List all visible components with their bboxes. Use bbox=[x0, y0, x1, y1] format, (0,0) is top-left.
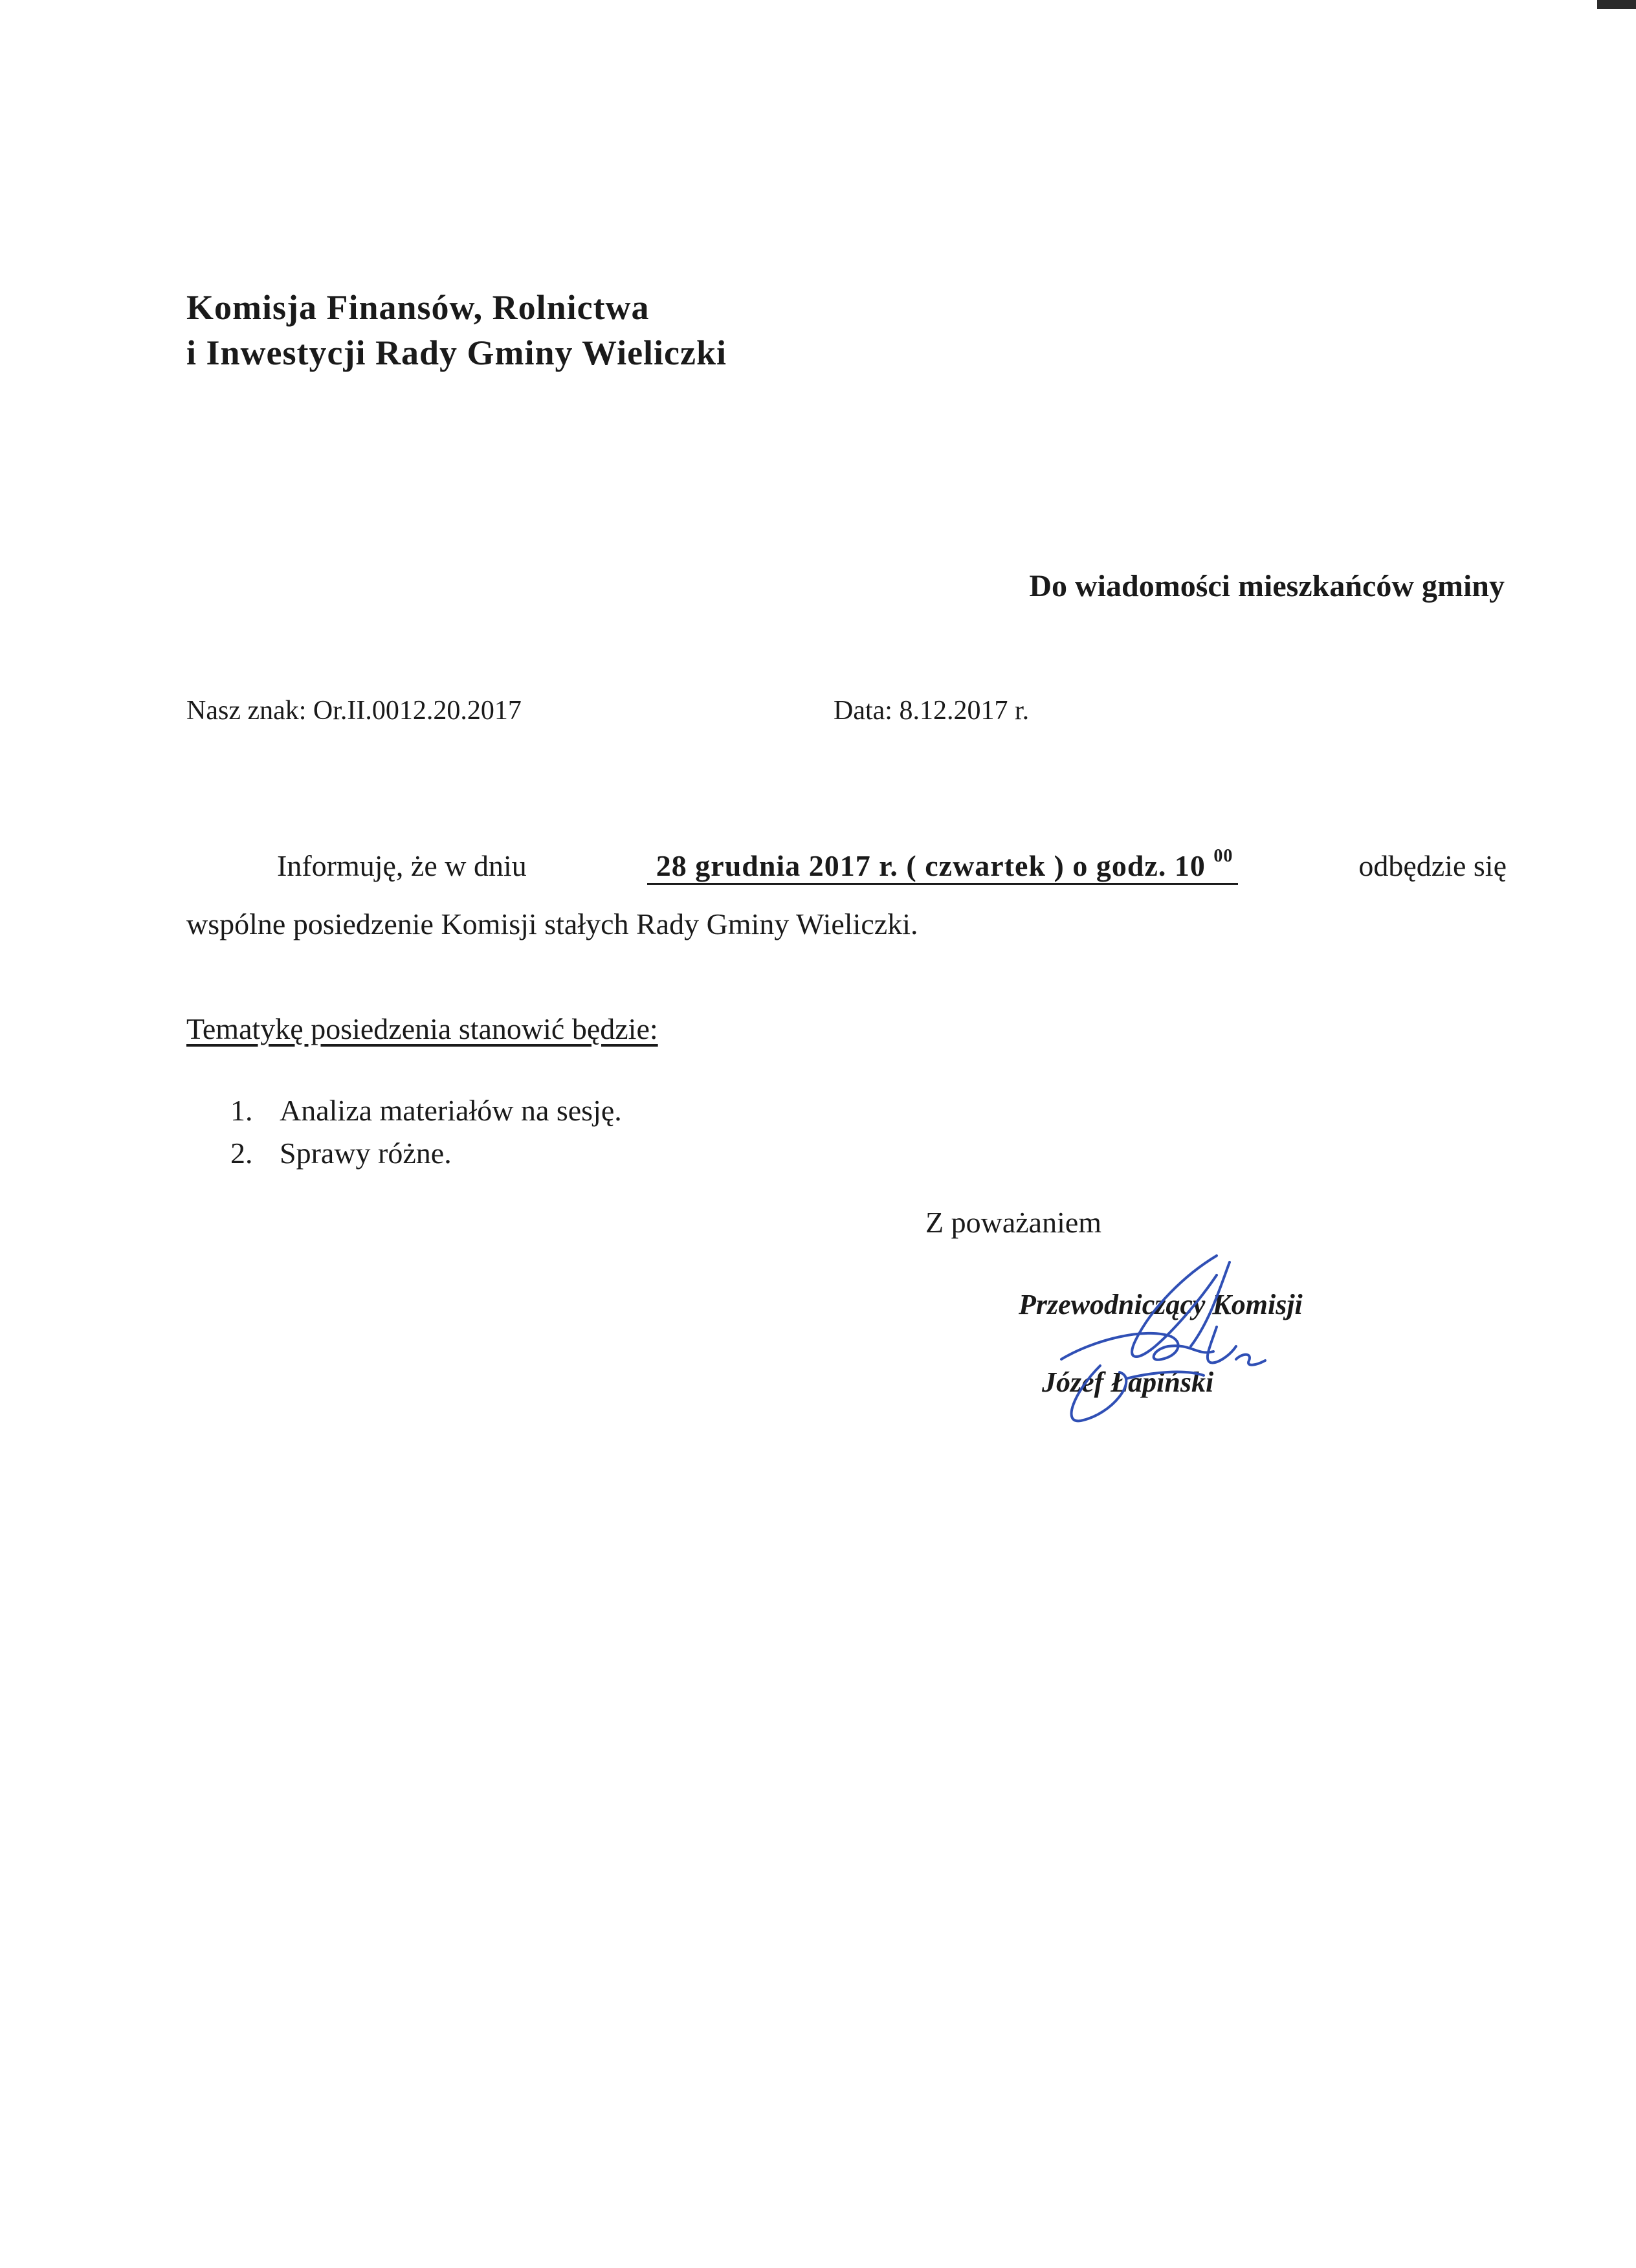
list-item-text: Sprawy różne. bbox=[280, 1137, 452, 1170]
addressee: Do wiadomości mieszkańców gminy bbox=[1029, 569, 1505, 603]
scan-edge-mark bbox=[1597, 0, 1636, 9]
topics-title: Tematykę posiedzenia stanowić będzie: bbox=[186, 1012, 658, 1045]
reference-sign: Nasz znak: Or.II.0012.20.2017 bbox=[186, 696, 522, 726]
document-date: Data: 8.12.2017 r. bbox=[834, 696, 1030, 726]
signatory-title: Przewodniczący Komisji bbox=[1019, 1289, 1303, 1320]
meeting-datetime bbox=[647, 846, 1239, 885]
notice-verb: odbędzie się bbox=[1358, 849, 1507, 882]
notice-paragraph bbox=[186, 837, 1507, 953]
meeting-time-minutes: 00 bbox=[1213, 846, 1233, 866]
closing-greeting: Z poważaniem bbox=[925, 1206, 1102, 1239]
committee-name-line1: Komisja Finansów, Rolnictwa bbox=[186, 288, 650, 327]
signatory-name: Józef Łapiński bbox=[1042, 1366, 1214, 1398]
notice-intro: Informuję, że w dniu bbox=[277, 849, 527, 882]
list-item bbox=[230, 1132, 622, 1175]
list-item-number: 2. bbox=[230, 1137, 253, 1170]
meeting-date: 28 grudnia 2017 r. ( czwartek ) o godz. 10 bbox=[656, 849, 1206, 882]
committee-name-line2: i Inwestycji Rady Gminy Wieliczki bbox=[186, 333, 727, 372]
committee-header bbox=[186, 285, 727, 375]
notice-line-1 bbox=[186, 837, 1507, 895]
topics-list bbox=[230, 1089, 622, 1175]
handwritten-signature bbox=[1022, 1249, 1294, 1437]
notice-line-2: wspólne posiedzenie Komisji stałych Rady Gminy Wieliczki. bbox=[186, 907, 918, 940]
list-item-number: 1. bbox=[230, 1094, 253, 1127]
list-item-text: Analiza materiałów na sesję. bbox=[280, 1094, 622, 1127]
list-item bbox=[230, 1089, 622, 1132]
